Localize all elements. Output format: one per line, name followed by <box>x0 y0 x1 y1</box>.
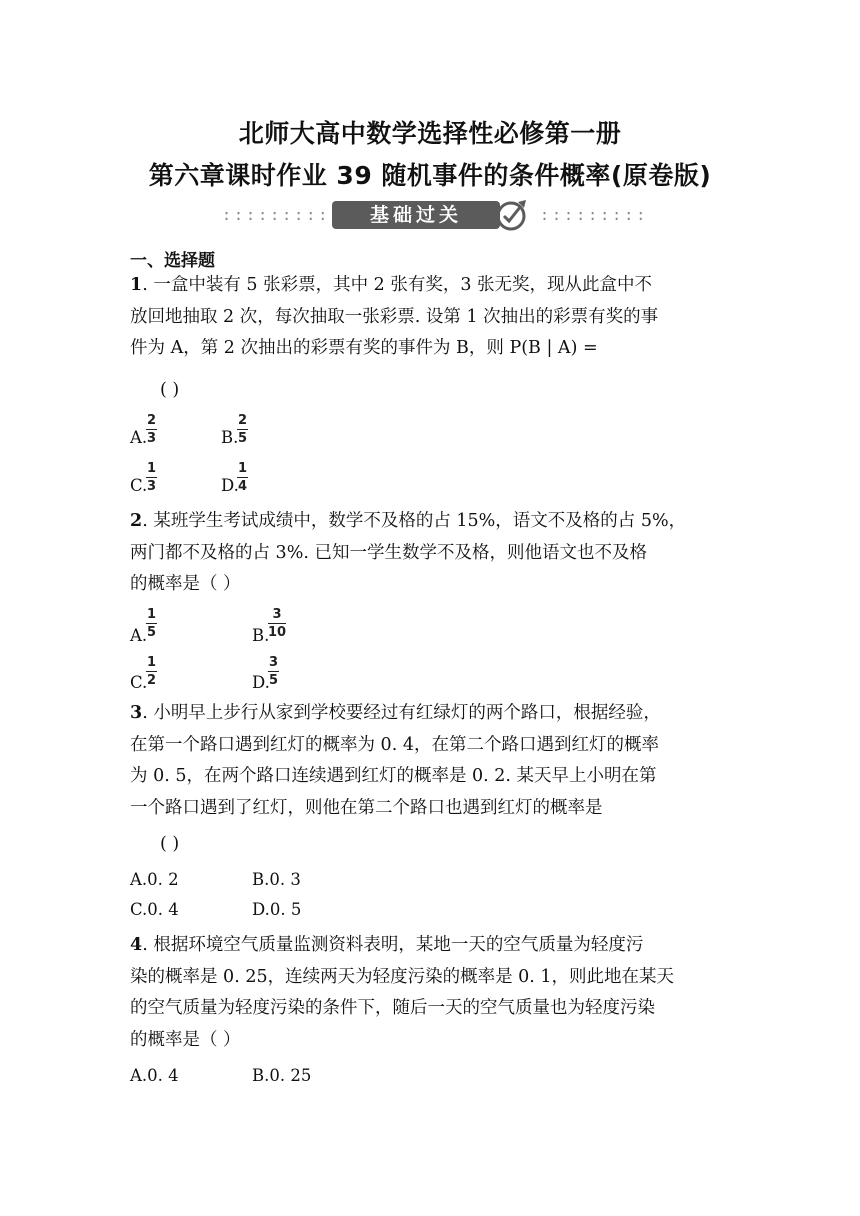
question-line: 2. 某班学生考试成绩中，数学不及格的占 15%，语文不及格的占 5%， <box>130 511 687 531</box>
option-text: A.0. 2 <box>130 870 179 889</box>
option-label: D. <box>252 673 270 692</box>
option-label: C. <box>130 476 148 495</box>
option-fraction: $\frac{2}{3}$ <box>147 413 157 446</box>
section-heading: 一、选择题 <box>130 251 215 271</box>
question-text: 一盒中装有 5 张彩票，其中 2 张有奖，3 张无奖，现从此盒中不 <box>153 275 653 295</box>
question-number: 2 <box>130 511 143 531</box>
question-line: 放回地抽取 2 次，每次抽取一张彩票. 设第 1 次抽出的彩票有奖的事 <box>130 306 659 327</box>
option-label: A. <box>130 626 148 645</box>
banner-dots-left: ::::::::: <box>222 206 331 224</box>
question-line: 两门都不及格的占 3%. 已知一学生数学不及格，则他语文也不及格 <box>130 542 647 563</box>
question-line: 的空气质量为轻度污染的条件下，随后一天的空气质量也为轻度污染 <box>130 998 655 1018</box>
option-label: B. <box>221 428 239 447</box>
question-text: 某班学生考试成绩中，数学不及格的占 15%，语文不及格的占 5%， <box>153 511 687 531</box>
pencil-check-icon <box>494 198 530 232</box>
question-line: 为 0. 5，在两个路口连续遇到红灯的概率是 0. 2. 某天早上小明在第 <box>130 766 657 786</box>
question-3 <box>130 698 730 824</box>
question-number: 1 <box>130 275 143 295</box>
document-subtitle: 第六章课时作业 39 随机事件的条件概率(原卷版) <box>148 161 712 190</box>
option-label: C. <box>130 673 148 692</box>
question-number: 4 <box>130 935 143 955</box>
question-text: 小明早上步行从家到学校要经过有红绿灯的两个路口，根据经验， <box>153 703 661 723</box>
option-fraction: $\frac{1}{3}$ <box>147 461 157 494</box>
option-fraction: $\frac{1}{2}$ <box>147 655 157 688</box>
section-banner: 基础过关 <box>332 201 500 229</box>
question-line: 3. 小明早上步行从家到学校要经过有红绿灯的两个路口，根据经验， <box>130 703 661 723</box>
answer-blank: ( ) <box>160 834 180 854</box>
question-line: 一个路口遇到了红灯，则他在第二个路口也遇到红灯的概率是 <box>130 797 603 818</box>
answer-blank: ( ) <box>160 380 180 400</box>
option-text: A.0. 4 <box>130 1066 179 1085</box>
option-label: A. <box>130 428 148 447</box>
question-text: 根据环境空气质量监测资料表明，某地一天的空气质量为轻度污 <box>153 935 644 955</box>
question-number: 3 <box>130 703 143 723</box>
question-line: 件为 A，第 2 次抽出的彩票有奖的事件为 B，则 P(B | A) = <box>130 338 598 358</box>
question-line: 1. 一盒中装有 5 张彩票，其中 2 张有奖，3 张无奖，现从此盒中不 <box>130 275 653 295</box>
question-line: 的概率是（ ） <box>130 1029 241 1050</box>
option-fraction: $\frac{1}{5}$ <box>147 607 157 640</box>
question-4 <box>130 930 730 1056</box>
question-2 <box>130 506 730 601</box>
option-text: D.0. 5 <box>252 900 302 919</box>
option-fraction: $\frac{3}{5}$ <box>269 655 279 688</box>
banner-dots-right: ::::::::: <box>540 206 649 224</box>
option-fraction: $\frac{2}{5}$ <box>238 413 248 446</box>
question-line: 在第一个路口遇到红灯的概率为 0. 4，在第二个路口遇到红灯的概率 <box>130 734 659 755</box>
option-fraction: $\frac{1}{4}$ <box>238 461 248 494</box>
option-label: D. <box>221 476 239 495</box>
question-1 <box>130 270 730 365</box>
question-line: 的概率是（ ） <box>130 574 241 594</box>
question-line: 4. 根据环境空气质量监测资料表明，某地一天的空气质量为轻度污 <box>130 935 644 955</box>
option-label: B. <box>252 626 270 645</box>
option-text: B.0. 25 <box>252 1066 312 1085</box>
document-title: 北师大高中数学选择性必修第一册 <box>238 119 622 148</box>
option-text: B.0. 3 <box>252 870 301 889</box>
question-line: 染的概率是 0. 25，连续两天为轻度污染的概率是 0. 1，则此地在某天 <box>130 966 675 987</box>
option-fraction: $\frac{3}{10}$ <box>268 607 287 640</box>
option-text: C.0. 4 <box>130 900 179 919</box>
